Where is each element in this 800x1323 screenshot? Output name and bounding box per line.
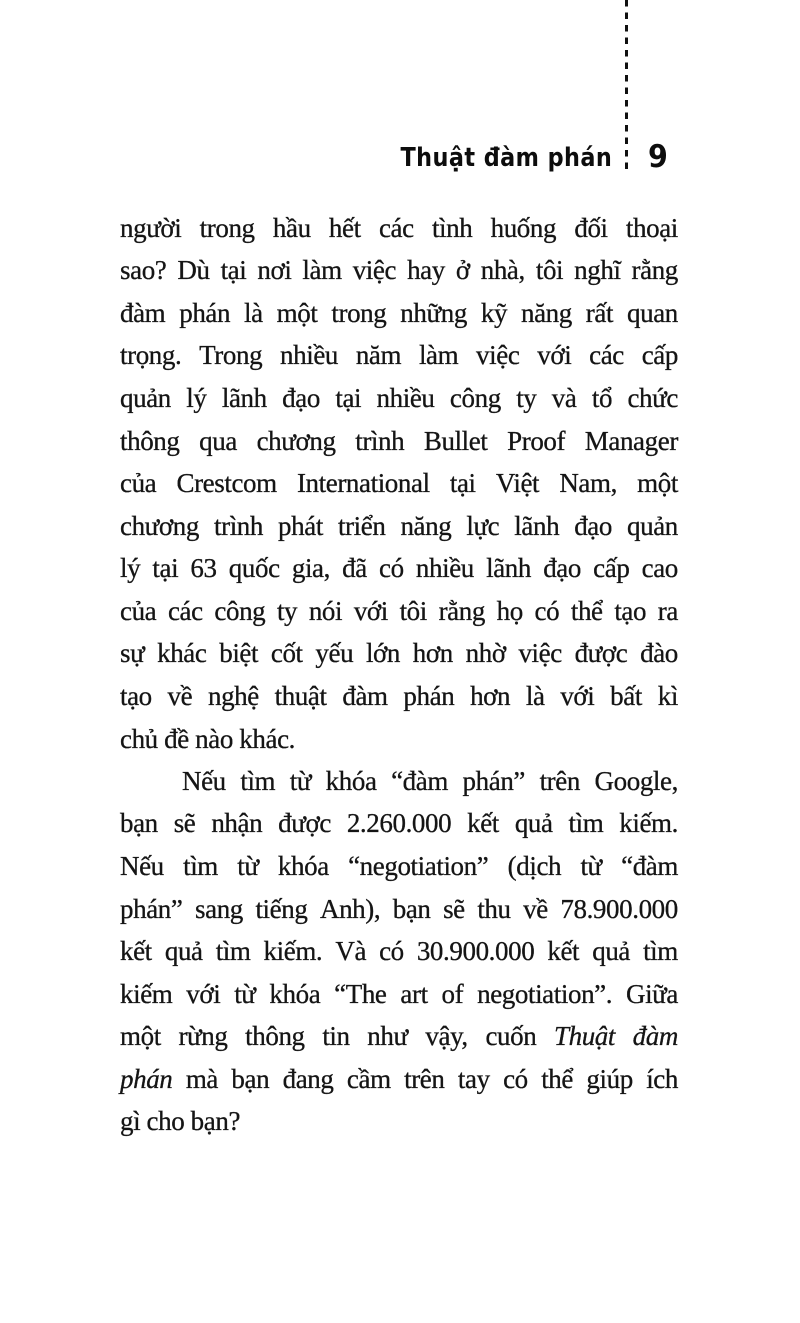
text-line: kiếm với từ khóa “The art of negotiation”. Giữa <box>120 978 678 1009</box>
text-line: quản lý lãnh đạo tại nhiều công ty và tổ chức <box>120 382 678 413</box>
text-line: của các công ty nói với tôi rằng họ có thể tạo ra <box>120 595 678 626</box>
text-line: lý tại 63 quốc gia, đã có nhiều lãnh đạo cấp cao <box>120 553 678 584</box>
dashed-divider <box>625 0 628 174</box>
text-line: phán” sang tiếng Anh), bạn sẽ thu về 78.900.000 <box>120 893 678 924</box>
paragraph <box>120 760 678 1143</box>
page-number: 9 <box>648 139 668 175</box>
text-line: trọng. Trong nhiều năm làm việc với các cấp <box>120 340 678 371</box>
text-line: chương trình phát triển năng lực lãnh đạo quản <box>120 510 678 541</box>
text-line: gì cho bạn? <box>120 1106 241 1137</box>
text-line: phán mà bạn đang cầm trên tay có thể giúp ích <box>120 1063 678 1094</box>
text-line: tạo về nghệ thuật đàm phán hơn là với bất kì <box>120 680 678 711</box>
text-line: sao? Dù tại nơi làm việc hay ở nhà, tôi nghĩ rằng <box>120 255 678 286</box>
text-line: thông qua chương trình Bullet Proof Manager <box>120 425 678 456</box>
text-line: người trong hầu hết các tình huống đối thoại <box>120 212 678 243</box>
text-line: một rừng thông tin như vậy, cuốn Thuật đàm <box>120 1021 678 1052</box>
paragraph <box>120 207 678 760</box>
text-line: của Crestcom International tại Việt Nam, một <box>120 468 678 499</box>
text-line: Nếu tìm từ khóa “negotiation” (dịch từ “đàm <box>120 850 678 881</box>
page-body <box>120 207 678 1143</box>
text-line: sự khác biệt cốt yếu lớn hơn nhờ việc được đào <box>120 638 678 669</box>
running-header-title: Thuật đàm phán <box>400 143 612 173</box>
text-line: kết quả tìm kiếm. Và có 30.900.000 kết quả tìm <box>120 936 678 967</box>
text-line: bạn sẽ nhận được 2.260.000 kết quả tìm kiếm. <box>120 808 678 839</box>
text-line: Nếu tìm từ khóa “đàm phán” trên Google, <box>182 765 678 796</box>
text-line: đàm phán là một trong những kỹ năng rất quan <box>120 297 678 328</box>
text-line: chủ đề nào khác. <box>120 723 296 754</box>
